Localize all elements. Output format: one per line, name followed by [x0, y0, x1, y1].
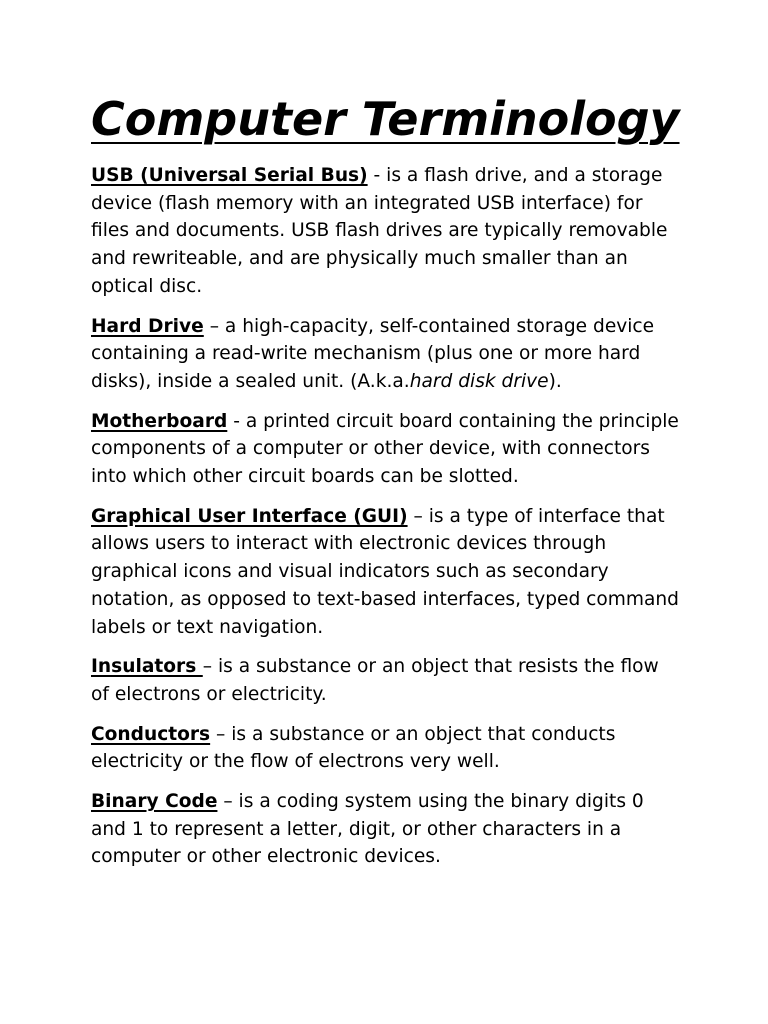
term-entry-motherboard [91, 408, 681, 491]
definition-conductors: – is a substance or an object that conducts electricity or the flow of electrons very well. [91, 723, 616, 773]
term-conductors: Conductors [91, 723, 211, 745]
term-entry-gui [91, 503, 681, 642]
term-binary-code: Binary Code [91, 791, 218, 813]
definition-hard-drive-aka: hard disk drive [409, 370, 549, 392]
definition-motherboard: - a printed circuit board containing the principle components of a computer or other device, with connectors into which other circuit boards can be slotted. [91, 410, 679, 488]
definition-hard-drive-end: ). [548, 370, 562, 392]
term-entry-hard-drive [91, 313, 681, 396]
term-hard-drive: Hard Drive [91, 315, 204, 337]
term-insulators: Insulators [91, 656, 203, 678]
definition-binary-code: – is a coding system using the binary digits 0 and 1 to represent a letter, digit, or other characters in a computer or other electronic devices. [91, 791, 644, 868]
term-motherboard: Motherboard [91, 410, 228, 432]
definition-hard-drive: – a high-capacity, self-contained storage device containing a read-write mechanism (plus one or more hard disks), inside a sealed unit. (A.k.a. [91, 315, 655, 392]
document-page [91, 88, 681, 883]
term-usb: USB (Universal Serial Bus) [91, 165, 368, 186]
term-entry-usb [91, 162, 681, 301]
term-gui: Graphical User Interface (GUI) [91, 505, 408, 527]
definition-usb: - is a flash drive, and a storage device (flash memory with an integrated USB interface) for files and documents. USB flash drives are typically removable and rewriteable, and are physically much smaller than an optical disc. [91, 165, 668, 297]
term-entry-binary-code [91, 788, 681, 871]
term-entry-insulators [91, 653, 681, 708]
definition-gui: – is a type of interface that allows users to interact with electronic devices through graphical icons and visual indicators such as secondary notation, as opposed to text-based interfaces, typed command labels or text navigation. [91, 505, 679, 638]
term-entry-conductors [91, 721, 681, 776]
page-title: Computer Terminology [91, 92, 680, 146]
definition-insulators: – is a substance or an object that resists the flow of electrons or electricity. [91, 656, 659, 705]
